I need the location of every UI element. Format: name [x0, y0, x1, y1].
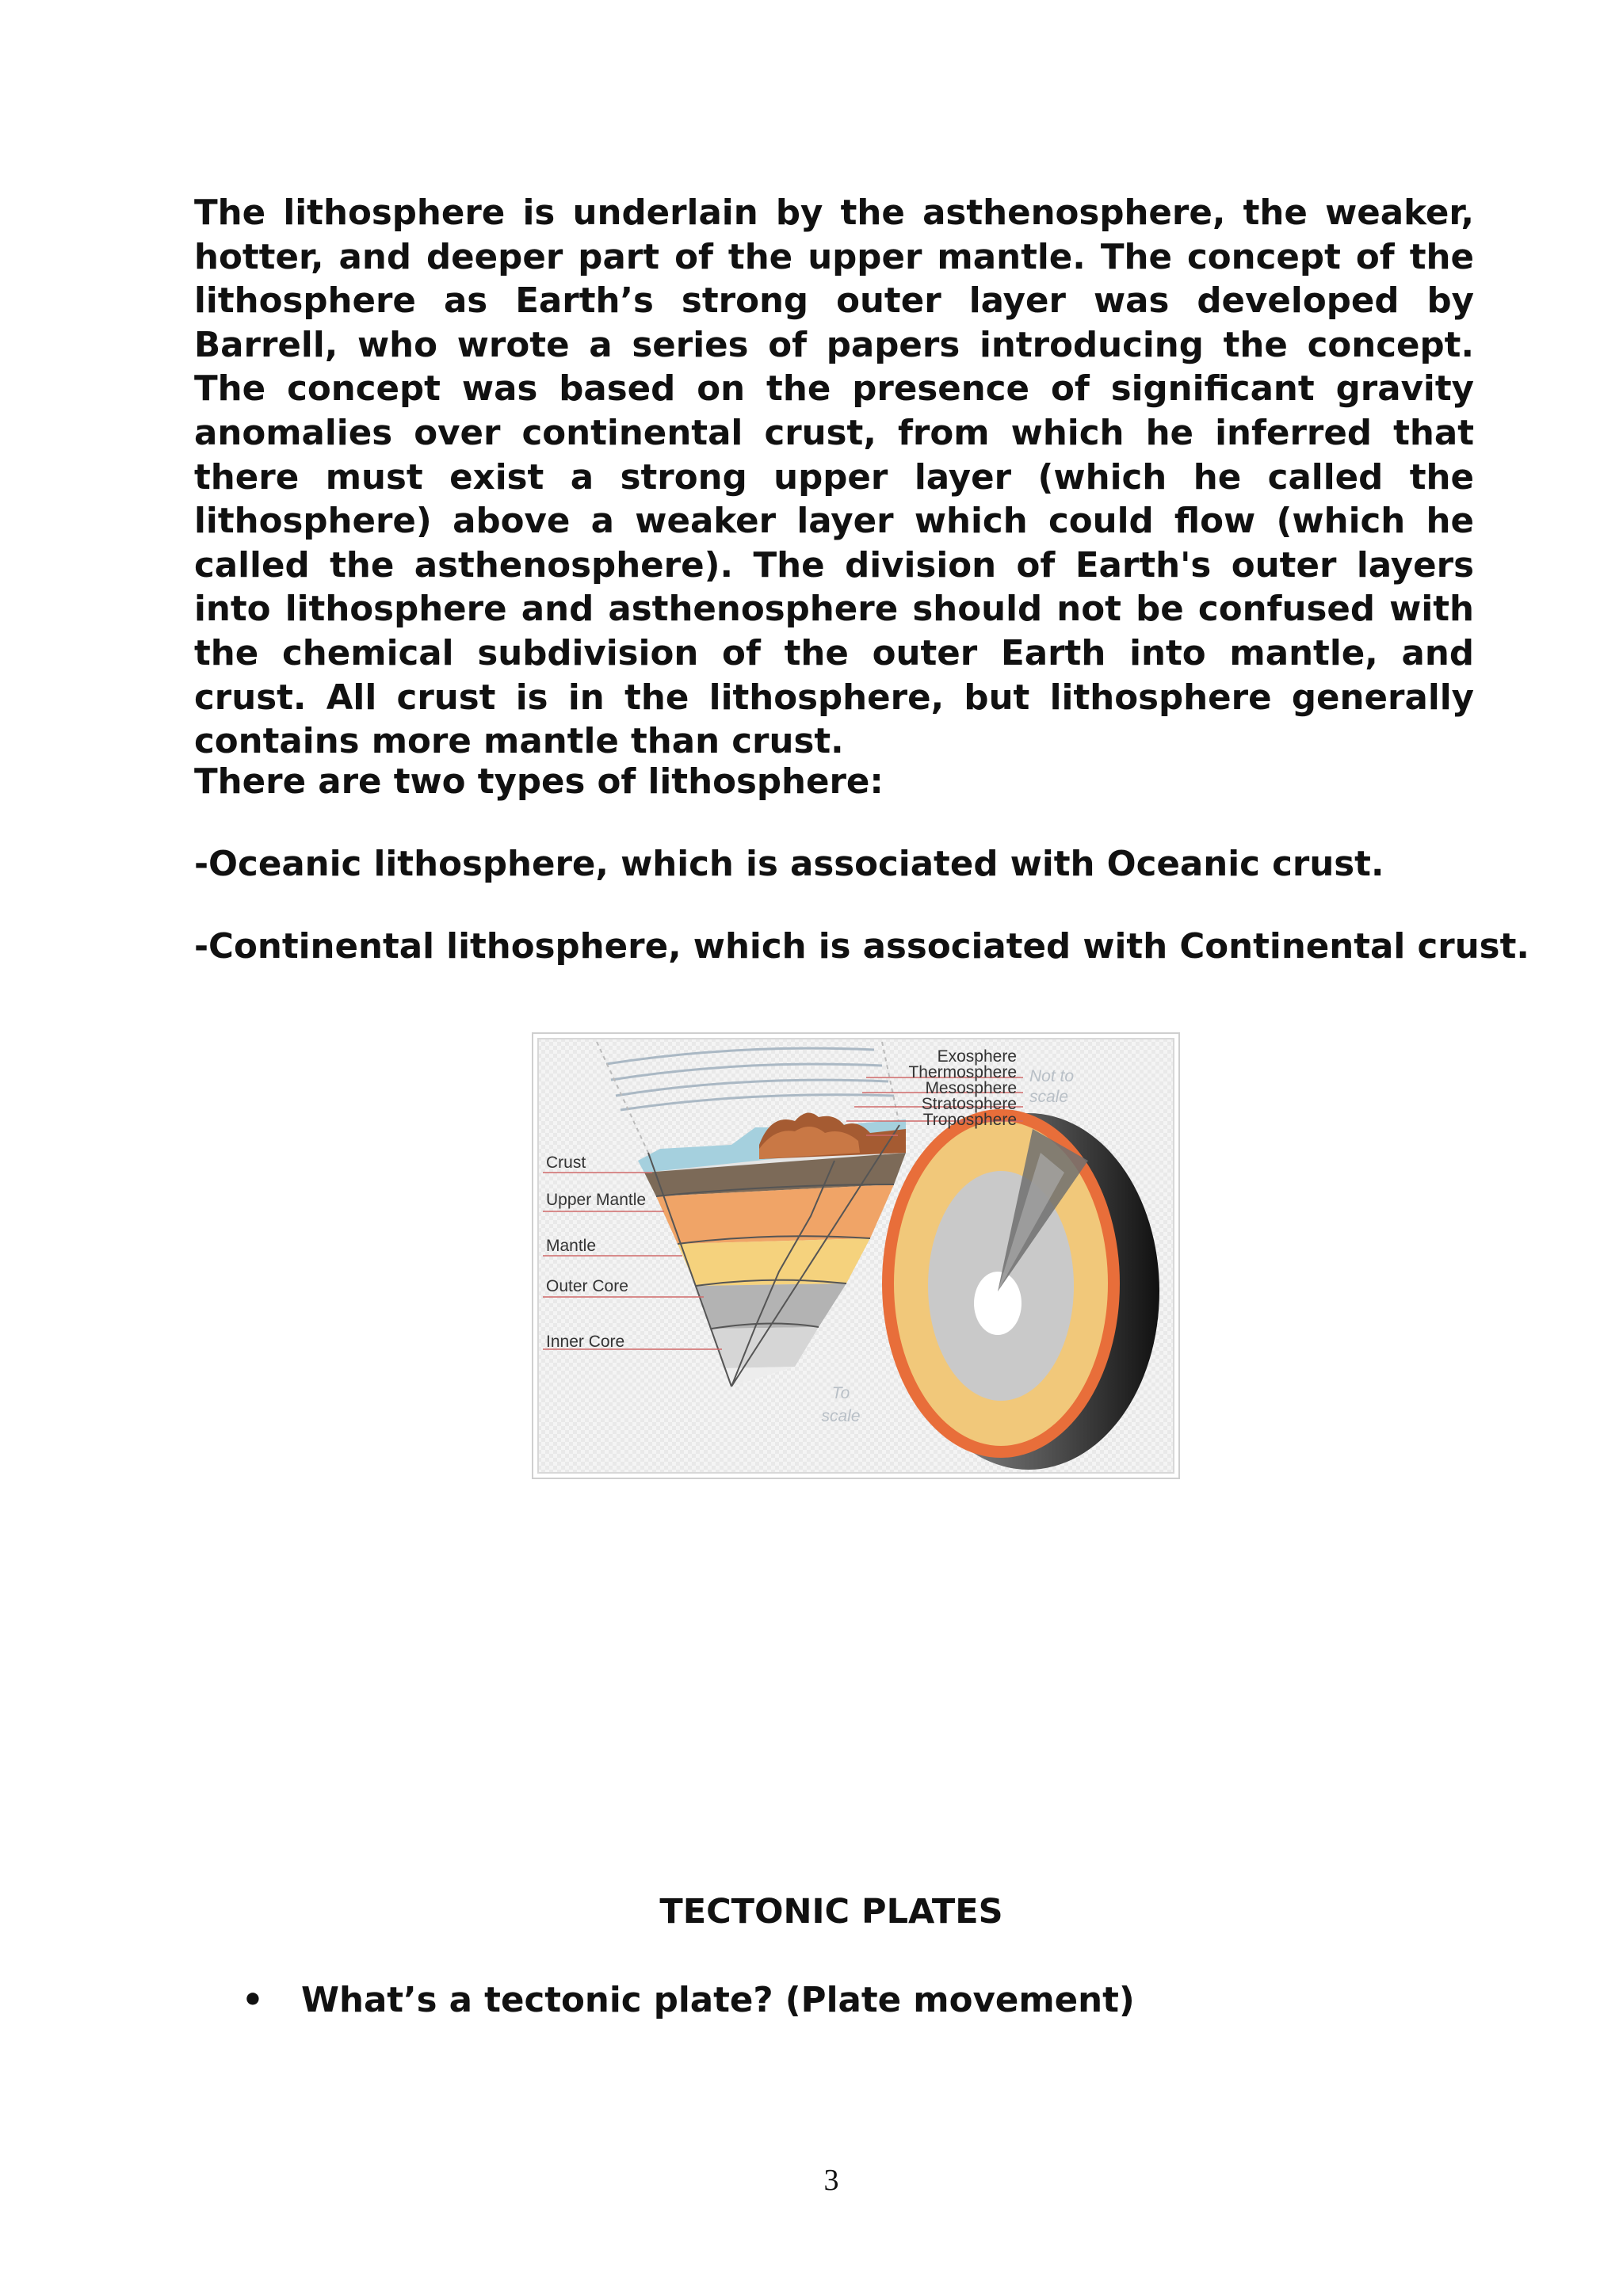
to-scale-line2: scale	[821, 1407, 861, 1425]
earth-layers-diagram	[533, 1034, 1178, 1478]
earth-globe	[882, 1109, 1159, 1470]
label-mesosphere: Mesosphere	[925, 1079, 1017, 1097]
bullet-symbol: •	[242, 1981, 264, 2020]
not-to-scale-line1: Not to	[1029, 1067, 1075, 1085]
earth-layers-figure	[532, 1032, 1180, 1479]
label-thermosphere: Thermosphere	[908, 1063, 1017, 1081]
label-inner-core: Inner Core	[546, 1333, 625, 1351]
label-crust: Crust	[546, 1154, 586, 1172]
bullet-text: What’s a tectonic plate? (Plate movement)	[301, 1981, 1135, 2020]
label-stratosphere: Stratosphere	[921, 1095, 1017, 1113]
label-outer-core: Outer Core	[546, 1277, 628, 1295]
label-upper-mantle: Upper Mantle	[546, 1191, 647, 1209]
type-item-continental: -Continental lithosphere, which is associated with Continental crust.	[194, 927, 1529, 967]
type-item-oceanic: -Oceanic lithosphere, which is associated with Oceanic crust.	[194, 845, 1384, 884]
to-scale-line1: To	[831, 1384, 850, 1402]
body-paragraph: The lithosphere is underlain by the asthenosphere, the weaker, hotter, and deeper part of the upper mantle. The concept of the lithosphere as Earth’s strong outer layer was developed by Barrell, who wrote a series of papers introducing the concept. The concept was based on the presence of significant gravity anomalies over continental crust, from which he inferred that there must exist a strong upper layer (which he called the lithosphere) above a weaker layer which could flow (which he called the asthenosphere). The division of Earth's outer layers into lithosphere and asthenosphere should not be confused with the chemical subdivision of the outer Earth into mantle, and crust. All crust is in the lithosphere, but lithosphere generally contains more mantle than crust.	[194, 193, 1474, 762]
section-heading: TECTONIC PLATES	[659, 1892, 1003, 1932]
label-exosphere: Exosphere	[937, 1047, 1017, 1066]
not-to-scale-line2: scale	[1029, 1088, 1069, 1106]
page-number: 3	[823, 2164, 839, 2197]
label-mantle: Mantle	[546, 1237, 597, 1255]
label-troposphere: Troposphere	[922, 1111, 1017, 1129]
types-intro: There are two types of lithosphere:	[194, 762, 884, 802]
